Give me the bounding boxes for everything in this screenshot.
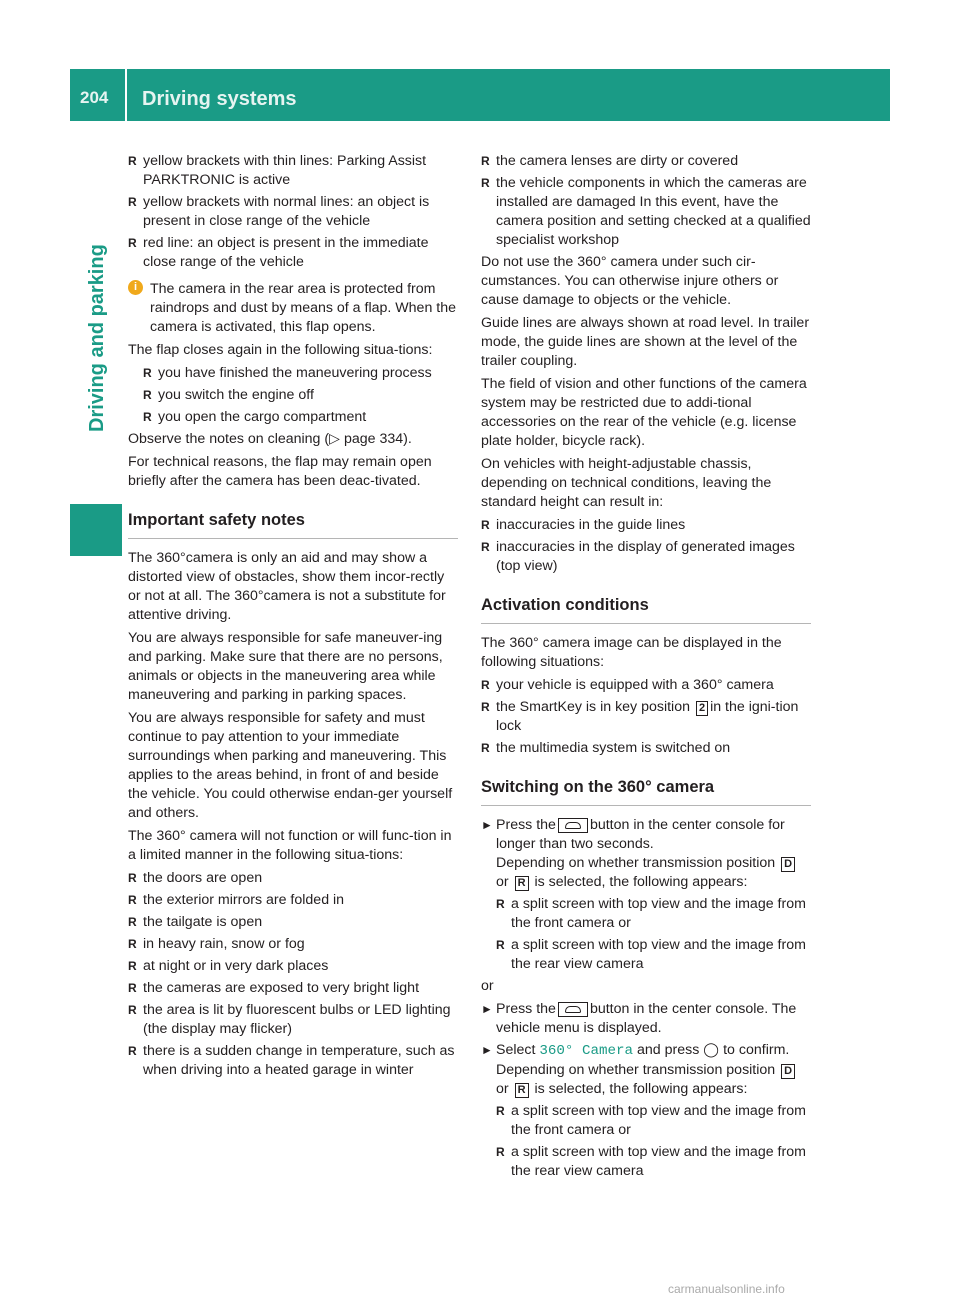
list-item: R inaccuracies in the display of generated images (top view) bbox=[481, 539, 795, 574]
gear-d-icon: D bbox=[781, 1064, 795, 1079]
watermark: carmanualsonline.info bbox=[668, 1282, 785, 1296]
list-item: R in heavy rain, snow or fog bbox=[128, 936, 305, 952]
key-position-2-icon: 2 bbox=[696, 701, 708, 716]
list-item: R the cameras are exposed to very bright light bbox=[128, 980, 420, 996]
gear-r-icon: R bbox=[515, 1083, 529, 1098]
list-item: R at night or in very dark places bbox=[128, 958, 329, 974]
switch-heading: Switching on the 360° camera bbox=[481, 778, 811, 806]
list-item: R yellow brackets with normal lines: an object is present in close range of the vehicle bbox=[128, 194, 430, 229]
safety-paragraph: You are always responsible for safety and must continue to pay attention to your immediate surroundings when parking and maneuvering. This applies to the areas behind, in front of and beside the vehicle. You could otherwise endan-ger yourself and others. bbox=[128, 710, 453, 821]
list-item: R inaccuracies in the guide lines bbox=[481, 517, 686, 533]
step-item: ► Press the button in the center console for longer than two seconds. Depending on whether transmission position D or R is selected, the following appears: bbox=[481, 816, 811, 892]
menu-item-360-camera: 360° Camera bbox=[539, 1043, 634, 1059]
or-line: or bbox=[481, 978, 494, 994]
list-item: R there is a sudden change in temperature, such as when driving into a heated garage in winter bbox=[128, 1043, 455, 1078]
list-item: R the exterior mirrors are folded in bbox=[128, 892, 345, 908]
camera-button-icon bbox=[558, 1002, 588, 1017]
step-item: ► Press the button in the center console. The vehicle menu is displayed. bbox=[481, 1001, 797, 1036]
list-item: R you have finished the maneuvering process bbox=[143, 365, 432, 381]
right-column bbox=[481, 152, 811, 1184]
section-title: Driving systems bbox=[142, 88, 297, 110]
technical-note: For technical reasons, the flap may remain open briefly after the camera has been deac-tivated. bbox=[128, 454, 432, 489]
gear-r-icon: R bbox=[515, 876, 529, 891]
list-item: R a split screen with top view and the image from the front camera or bbox=[496, 896, 806, 931]
activation-heading: Activation conditions bbox=[481, 596, 811, 624]
info-icon: i bbox=[128, 280, 143, 295]
list-item: R your vehicle is equipped with a 360° camera bbox=[481, 677, 774, 693]
step-item: ► Select 360° Camera and press ◯ to confirm. Depending on whether transmission position D or R is selected, the following appears: bbox=[481, 1041, 811, 1099]
list-item: R the camera lenses are dirty or covered bbox=[481, 153, 739, 169]
camera-button-icon bbox=[558, 818, 588, 833]
list-item: R a split screen with top view and the image from the front camera or bbox=[496, 1103, 806, 1138]
left-column bbox=[128, 152, 458, 1083]
list-item: R the doors are open bbox=[128, 870, 263, 886]
list-item: R the area is lit by fluorescent bulbs or LED lighting (the display may flicker) bbox=[128, 1002, 451, 1037]
info-note: i The camera in the rear area is protected from raindrops and dust by means of a flap. When the camera is activated, this flap opens. bbox=[128, 280, 458, 337]
safety-heading: Important safety notes bbox=[128, 511, 458, 539]
list-item: R red line: an object is present in the immediate close range of the vehicle bbox=[128, 235, 429, 270]
cleaning-note: Observe the notes on cleaning (▷ page 334). bbox=[128, 431, 412, 447]
safety-paragraph: You are always responsible for safe maneuver-ing and parking. Make sure that there are no persons, animals or objects in the maneuvering area while maneuvering and parking in parking spaces. bbox=[128, 630, 443, 703]
list-item: R a split screen with top view and the image from the rear view camera bbox=[496, 1144, 806, 1179]
activation-paragraph: The 360° camera image can be displayed in the following situations: bbox=[481, 635, 782, 670]
paragraph: The field of vision and other functions of the camera system may be restricted due to addi-tional accessories on the rear of the vehicle (e.g. license plate holder, bicycle rack). bbox=[481, 376, 807, 449]
list-item: R you open the cargo compartment bbox=[143, 409, 367, 425]
list-item: R you switch the engine off bbox=[143, 387, 314, 403]
controller-press-icon: ◯ bbox=[703, 1042, 720, 1058]
list-item: R yellow brackets with thin lines: Parking Assist PARKTRONIC is active bbox=[128, 153, 427, 188]
safety-paragraph: The 360°camera is only an aid and may show a distorted view of obstacles, show them incor-rectly or not at all. The 360°camera is not a substitute for attentive driving. bbox=[128, 550, 446, 623]
gear-d-icon: D bbox=[781, 857, 795, 872]
header-divider bbox=[125, 69, 127, 121]
page-number: 204 bbox=[80, 88, 109, 107]
sidebar-block bbox=[70, 504, 122, 556]
list-item: R the tailgate is open bbox=[128, 914, 263, 930]
paragraph: Guide lines are always shown at road level. In trailer mode, the guide lines are shown at the level of the trailer coupling. bbox=[481, 315, 810, 369]
list-item: R the vehicle components in which the cameras are installed are damaged In this event, have the camera position and setting checked at a qualified specialist workshop bbox=[481, 175, 811, 248]
list-item: R the SmartKey is in key position 2 in the igni-tion lock bbox=[481, 699, 799, 734]
list-item: R a split screen with top view and the image from the rear view camera bbox=[496, 937, 806, 972]
flap-closes-text: The flap closes again in the following situa-tions: bbox=[128, 342, 433, 358]
paragraph: Do not use the 360° camera under such cir-cumstances. You can otherwise injure others or cause damage to objects or the vehicle. bbox=[481, 254, 779, 308]
safety-paragraph: The 360° camera will not function or will func-tion in a limited manner in the following situa-tions: bbox=[128, 828, 452, 863]
paragraph: On vehicles with height-adjustable chassis, depending on technical conditions, leaving the standard height can result in: bbox=[481, 456, 772, 510]
list-item: R the multimedia system is switched on bbox=[481, 740, 731, 756]
sidebar-label: Driving and parking bbox=[86, 244, 108, 432]
